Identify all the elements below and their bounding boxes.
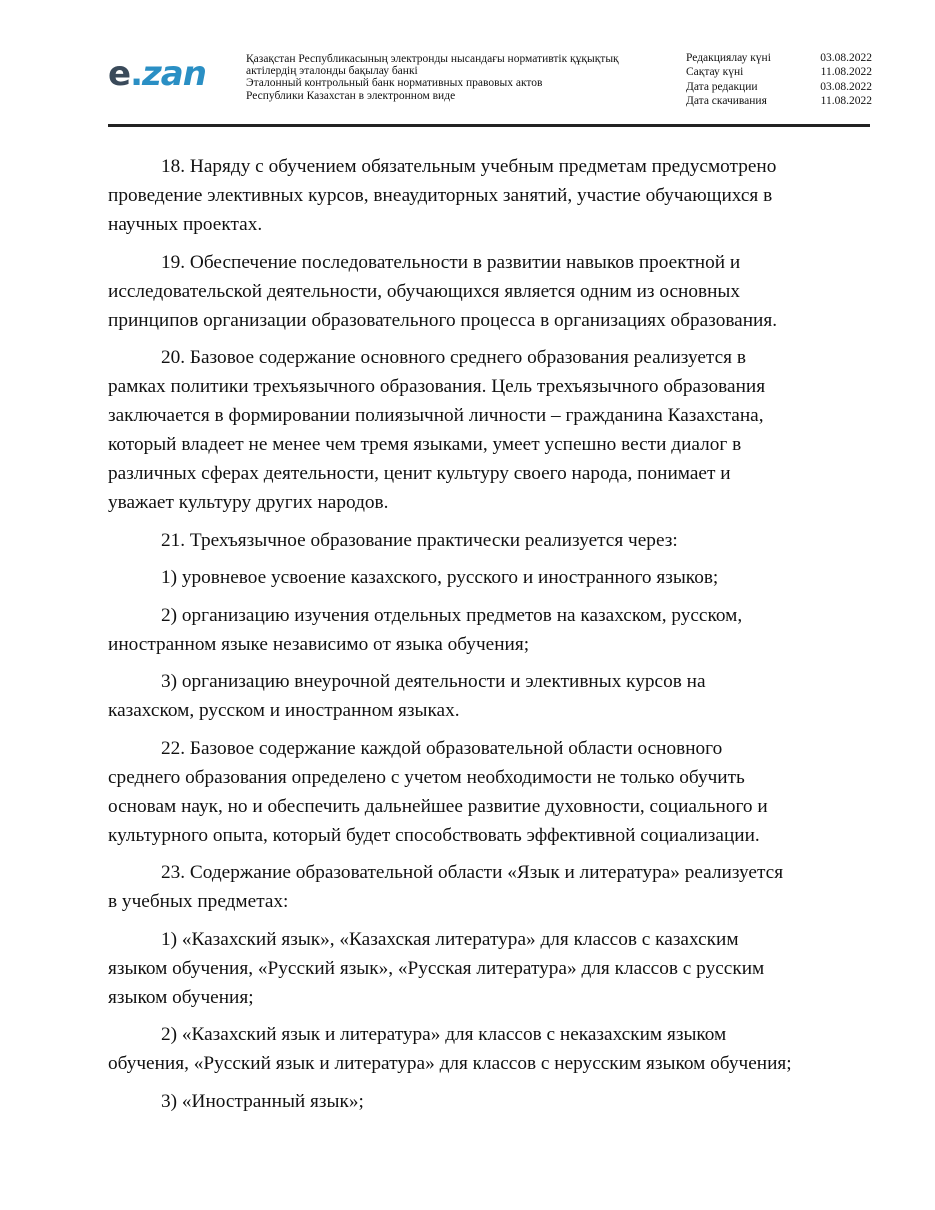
org-name <box>246 53 666 102</box>
meta-row <box>686 51 872 65</box>
paragraph-line: основам наук, но и обеспечить дальнейшее развитие духовности, социального и <box>108 795 768 817</box>
paragraph-line: казахском, русском и иностранном языках. <box>108 700 460 721</box>
paragraph-line: 20. Базовое содержание основного среднего образования реализуется в <box>161 347 746 368</box>
paragraph-line: различных сферах деятельности, ценит культуру своего народа, понимает и <box>108 463 731 484</box>
paragraph <box>108 1020 870 1078</box>
org-line: Республики Казахстан в электронном виде <box>246 89 456 102</box>
meta-value: 03.08.2022 <box>820 52 872 64</box>
paragraph <box>108 858 870 916</box>
paragraph <box>108 601 870 659</box>
meta-value: 11.08.2022 <box>820 95 872 108</box>
paragraph-line: научных проектах. <box>108 214 263 235</box>
meta-label: Дата редакции <box>686 80 758 93</box>
paragraph <box>108 526 870 555</box>
paragraph-line: 2) «Казахский язык и литература» для классов с неказахским языком <box>161 1024 727 1045</box>
paragraph-line: 19. Обеспечение последовательности в развитии навыков проектной и <box>161 251 741 273</box>
meta-value: 11.08.2022 <box>820 66 872 79</box>
paragraph-line: принципов организации образовательного процесса в организациях образования. <box>108 309 778 331</box>
meta-label: Дата скачивания <box>686 95 767 108</box>
paragraph-line: 22. Базовое содержание каждой образовательной области основного <box>161 737 723 759</box>
paragraph-line: исследовательской деятельности, обучающихся является одним из основных <box>108 280 741 302</box>
paragraph-line: языком обучения; <box>108 986 254 1008</box>
meta-row <box>686 65 872 79</box>
document-body <box>108 152 870 1124</box>
paragraph-line: 1) уровневое усвоение казахского, русского и иностранного языков; <box>161 567 719 588</box>
paragraph <box>108 667 870 725</box>
paragraph-line: иностранном языке независимо от языка обучения; <box>108 633 530 655</box>
paragraph-line: 3) «Иностранный язык»; <box>161 1090 364 1112</box>
paragraph-line: 21. Трехъязычное образование практически реализуется через: <box>161 529 678 551</box>
org-line: Қазақстан Республикасының электронды нысандағы нормативтік құқықтық <box>246 53 619 65</box>
paragraph <box>108 734 870 850</box>
paragraph-line: который владеет не менее чем тремя языками, умеет успешно вести диалог в <box>108 434 742 455</box>
paragraph-line: рамках политики трехъязычного образования. Цель трехъязычного образования <box>108 376 766 397</box>
paragraph <box>108 1087 870 1116</box>
paragraph-line: среднего образования определено с учетом необходимости не только обучить <box>108 766 745 788</box>
paragraph-line: 18. Наряду с обучением обязательным учебным предметам предусмотрено <box>161 156 777 177</box>
org-line: Эталонный контрольный банк нормативных правовых актов <box>246 77 543 90</box>
paragraph <box>108 248 870 335</box>
paragraph-line: проведение элективных курсов, внеаудиторных занятий, участие обучающихся в <box>108 185 773 206</box>
header-divider <box>108 124 870 127</box>
paragraph <box>108 563 870 592</box>
meta-row <box>686 94 872 108</box>
paragraph-line: 23. Содержание образовательной области «Язык и литература» реализуется <box>161 862 784 883</box>
meta-label: Сақтау күні <box>686 66 744 79</box>
meta-row <box>686 80 872 94</box>
paragraph-line: уважает культуру других народов. <box>108 492 389 513</box>
page-header <box>108 44 870 126</box>
paragraph <box>108 152 870 239</box>
org-line: актілердің эталонды бақылау банкі <box>246 65 418 78</box>
paragraph-line: в учебных предметах: <box>108 891 289 912</box>
date-meta <box>686 51 872 109</box>
paragraph-line: культурного опыта, который будет способствовать эффективной социализации. <box>108 824 760 846</box>
ezan-logo: e.zan <box>108 54 206 94</box>
paragraph-line: заключается в формировании полиязычной личности – гражданина Казахстана, <box>108 405 764 426</box>
meta-value: 03.08.2022 <box>820 80 872 93</box>
paragraph <box>108 925 870 1012</box>
paragraph <box>108 343 870 517</box>
meta-label: Редакциялау күні <box>686 52 771 64</box>
paragraph-line: 1) «Казахский язык», «Казахская литература» для классов с казахским <box>161 928 739 950</box>
paragraph-line: 3) организацию внеурочной деятельности и элективных курсов на <box>161 671 706 692</box>
paragraph-line: обучения, «Русский язык и литература» для классов с нерусским языком обучения; <box>108 1053 792 1074</box>
paragraph-line: 2) организацию изучения отдельных предметов на казахском, русском, <box>161 604 743 626</box>
paragraph-line: языком обучения, «Русский язык», «Русская литература» для классов с русским <box>108 957 765 979</box>
